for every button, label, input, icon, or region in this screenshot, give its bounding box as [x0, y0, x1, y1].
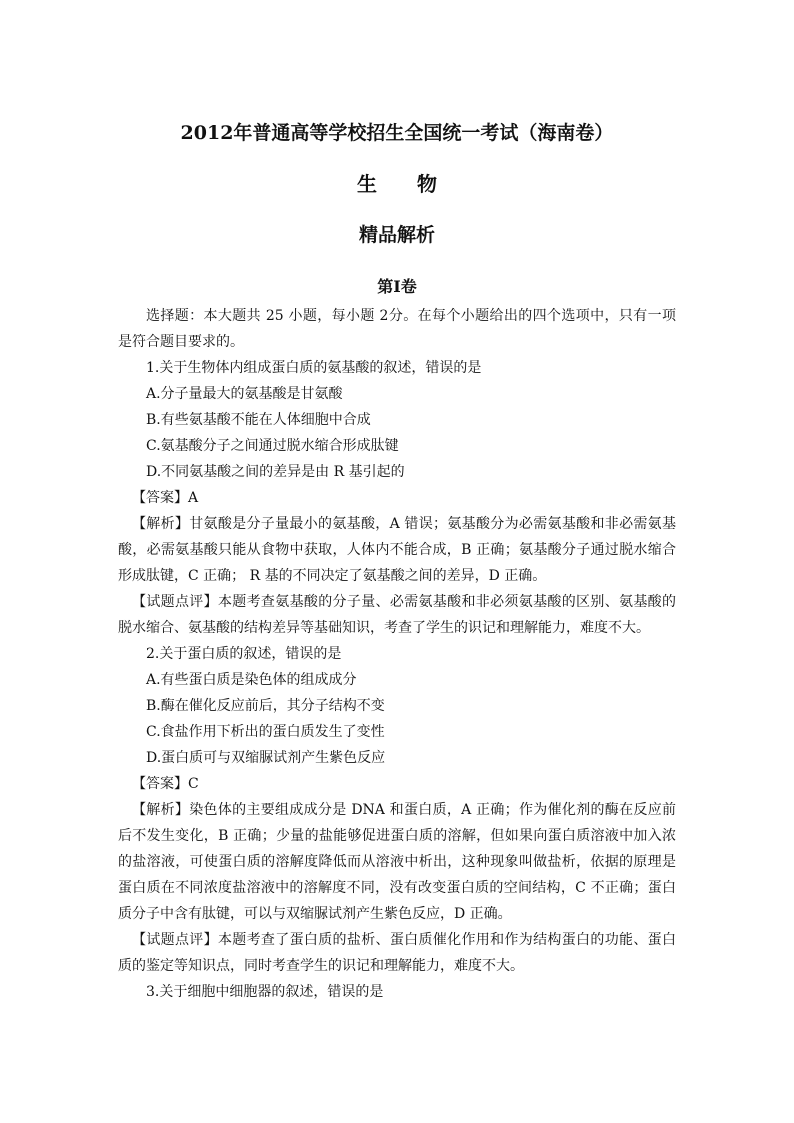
exam-title: 2012年普通高等学校招生全国统一考试（海南卷）	[180, 122, 614, 144]
intro-paragraph: 选择题：本大题共 25 小题，每小题 2分。在每个小题给出的四个选项中，只有一项是符合题目要求的。	[118, 308, 676, 350]
subject-heading: 生物	[357, 172, 477, 196]
question-1-comment: 【试题点评】本题考查氨基酸的分子量、必需氨基酸和非必须氨基酸的区别、氨基酸的脱水缩合、氨基酸的结构差异等基础知识，考查了学生的识记和理解能力，难度不大。	[118, 594, 676, 636]
question-2-option-c: C.食盐作用下析出的蛋白质发生了变性	[146, 724, 385, 740]
question-1-option-d: D.不同氨基酸之间的差异是由 R 基引起的	[146, 464, 405, 480]
subtitle-heading: 精品解析	[358, 224, 435, 246]
question-3-stem: 3.关于细胞中细胞器的叙述，错误的是	[146, 984, 384, 1000]
question-2-option-b: B.酶在催化反应前后，其分子结构不变	[146, 698, 385, 714]
question-1-option-b: B.有些氨基酸不能在人体细胞中合成	[146, 412, 371, 428]
question-2-option-d: D.蛋白质可与双缩脲试剂产生紫色反应	[146, 750, 386, 766]
question-2-comment: 【试题点评】本题考查了蛋白质的盐析、蛋白质催化作用和作为结构蛋白的功能、蛋白质的鉴定等知识点，同时考查学生的识记和理解能力，难度不大。	[118, 932, 676, 974]
question-2-answer: 【答案】C	[132, 776, 199, 792]
question-2-option-a: A.有些蛋白质是染色体的组成成分	[146, 672, 357, 688]
question-1-stem: 1.关于生物体内组成蛋白质的氨基酸的叙述，错误的是	[146, 360, 482, 376]
question-1-analysis: 【解析】甘氨酸是分子量最小的氨基酸，A 错误；氨基酸分为必需氨基酸和非必需氨基酸，必需氨基酸只能从食物中获取，人体内不能合成，B 正确；氨基酸分子通过脱水缩合形成肽键，C 正确； R 基的不同决定了氨基酸之间的差异，D 正确。	[118, 516, 676, 584]
question-1-answer: 【答案】A	[132, 490, 199, 506]
question-1-option-a: A.分子量最大的氨基酸是甘氨酸	[146, 386, 343, 402]
document-body	[118, 303, 676, 1005]
question-1-option-c: C.氨基酸分子之间通过脱水缩合形成肽键	[146, 438, 399, 454]
question-2-analysis: 【解析】染色体的主要组成成分是 DNA 和蛋白质，A 正确；作为催化剂的酶在反应前后不发生变化，B 正确；少量的盐能够促进蛋白质的溶解，但如果向蛋白质溶液中加入浓的盐溶液，可使蛋白质的溶解度降低而从溶液中析出，这种现象叫做盐析，依据的原理是蛋白质在不同浓度盐溶液中的溶解度不同，没有改变蛋白质的空间结构，C 不正确；蛋白质分子中含有肽键，可以与双缩脲试剂产生紫色反应，D 正确。	[118, 802, 676, 922]
part-heading: 第I卷	[377, 277, 417, 296]
question-2-stem: 2.关于蛋白质的叙述，错误的是	[146, 646, 342, 662]
